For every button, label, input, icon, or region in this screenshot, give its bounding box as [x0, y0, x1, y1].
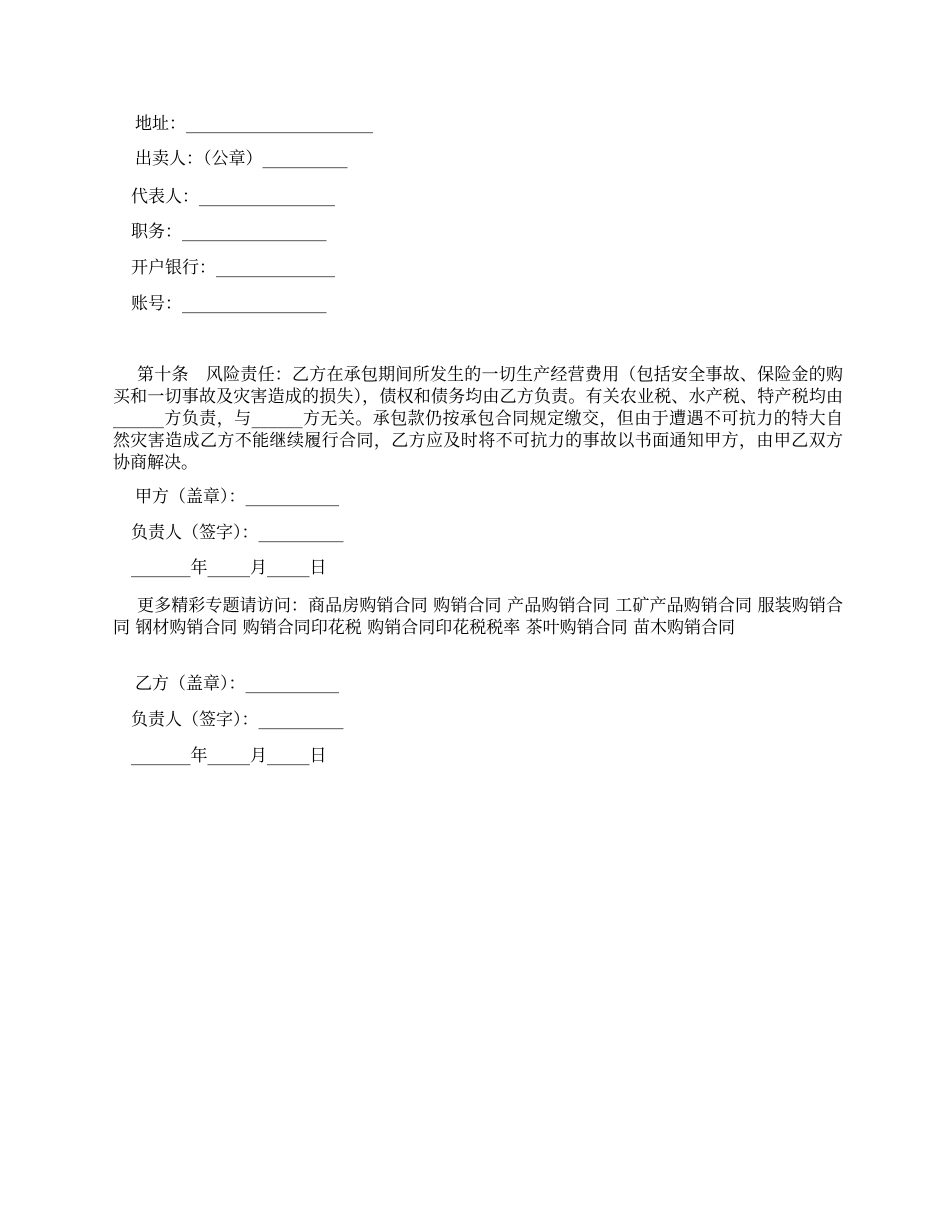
- seller-bank-line: 开户银行：______________: [131, 258, 335, 278]
- party-a-signatory-line: 负责人（签字）：__________: [131, 523, 344, 543]
- party-a-seal-line: 甲方（盖章）：___________: [135, 487, 339, 507]
- seller-name-line: 出卖人：（公章）__________: [135, 149, 348, 169]
- party-b-signatory-line: 负责人（签字）：__________: [131, 710, 344, 730]
- seller-address-line: 地址：______________________: [135, 114, 373, 134]
- article-ten-paragraph: 第十条 风险责任：乙方在承包期间所发生的一切生产经营费用（包括安全事故、保险金的购买和一切事故及灾害造成的损失），债权和债务均由乙方负责。有关农业税、水产税、特产税均由______方负责，与______方无关。承包款仍按承包合同规定缴交，但由于遭遇不可抗力的特大自然灾害造成乙方不能继续履行合同，乙方应及时将不可抗力的事故以书面通知甲方，由甲乙双方协商解决。: [113, 365, 843, 473]
- seller-representative-line: 代表人：________________: [131, 187, 335, 207]
- party-b-seal-line: 乙方（盖章）：___________: [135, 674, 339, 694]
- party-a-date-line: _______年_____月_____日: [131, 558, 327, 578]
- seller-account-line: 账号：_________________: [131, 294, 327, 314]
- party-b-date-line: _______年_____月_____日: [131, 746, 327, 766]
- seller-position-line: 职务：_________________: [131, 222, 327, 242]
- more-topics-paragraph: 更多精彩专题请访问：商品房购销合同 购销合同 产品购销合同 工矿产品购销合同 服装购销合同 钢材购销合同 购销合同印花税 购销合同印花税税率 茶叶购销合同 苗木购销合同: [113, 596, 843, 638]
